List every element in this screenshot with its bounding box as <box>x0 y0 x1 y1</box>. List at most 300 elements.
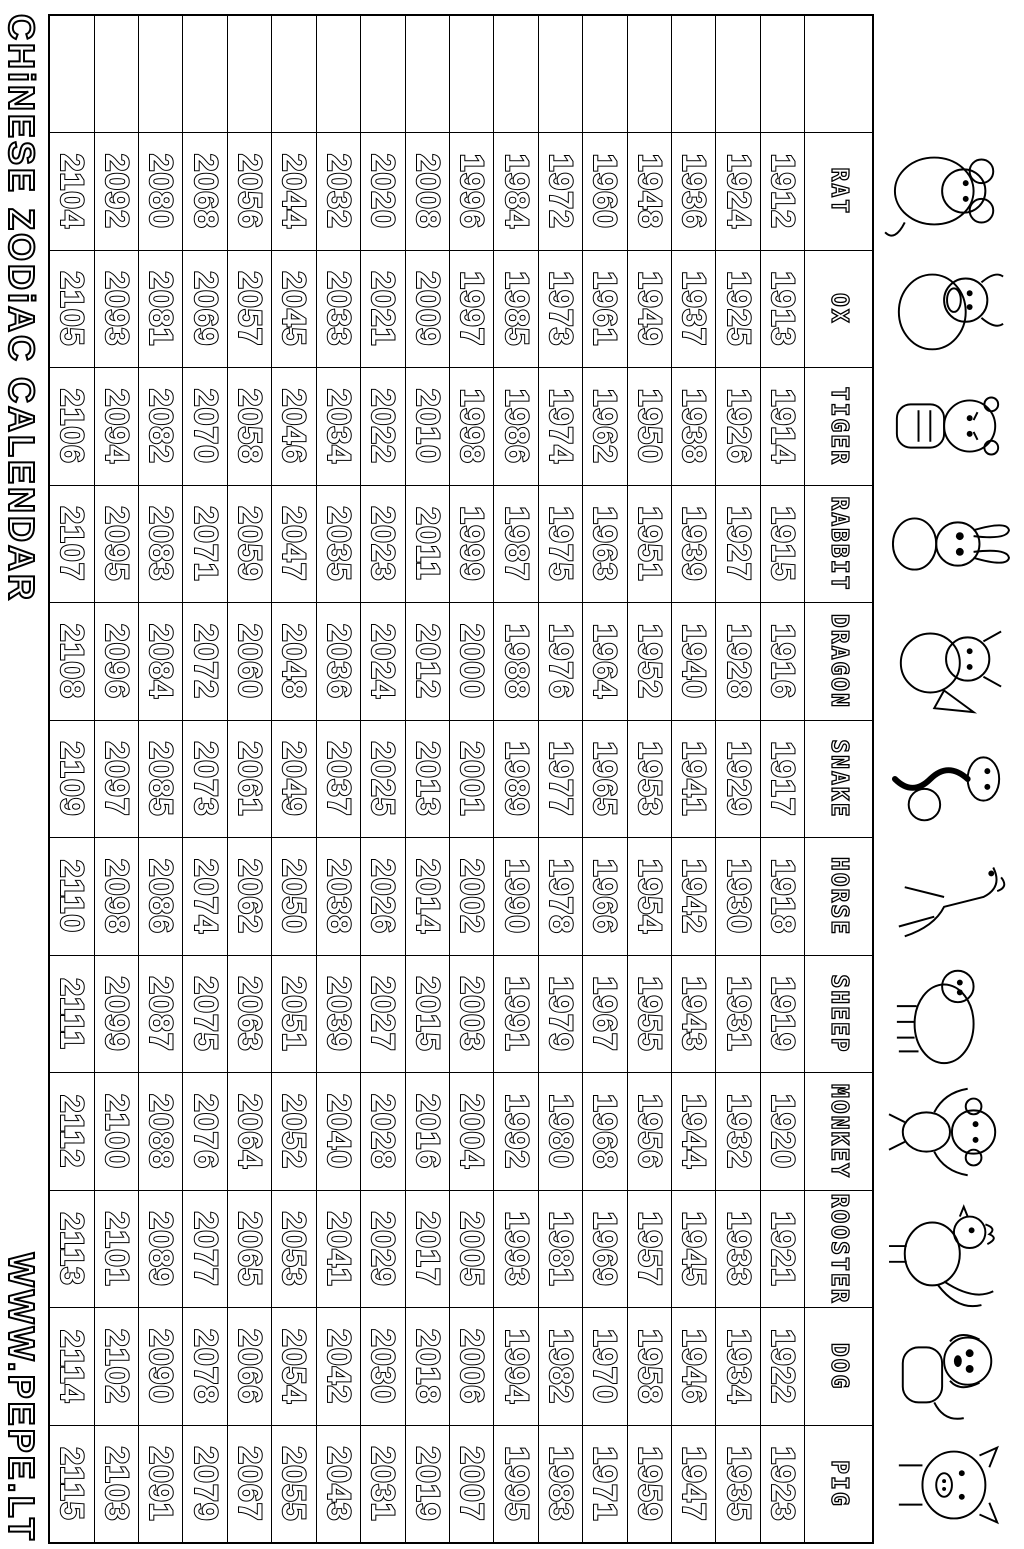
year-value: 2051 <box>276 976 313 1052</box>
year-cell <box>494 603 538 721</box>
monkey-icon <box>882 1073 1016 1191</box>
year-value: 2020 <box>365 153 402 229</box>
year-value: 2066 <box>232 1329 269 1405</box>
year-value: 2057 <box>232 271 269 347</box>
year-value: 1983 <box>543 1446 580 1522</box>
year-value: 1995 <box>498 1446 535 1522</box>
year-value: 1959 <box>631 1446 668 1522</box>
year-cell <box>672 250 716 368</box>
year-value: 1981 <box>543 1211 580 1287</box>
year-cell <box>272 720 316 838</box>
year-cell <box>316 133 360 251</box>
year-cell <box>49 1190 94 1308</box>
year-cell <box>183 1308 227 1426</box>
year-value: 2029 <box>365 1211 402 1287</box>
year-value: 1920 <box>765 1093 802 1170</box>
animal-name: PIG <box>825 1460 852 1508</box>
year-cell <box>716 720 760 838</box>
year-cell <box>49 838 94 956</box>
year-value: 1914 <box>765 388 802 464</box>
year-value: 1977 <box>543 741 580 817</box>
zodiac-year-table <box>48 14 874 1544</box>
year-value: 2053 <box>276 1211 313 1287</box>
year-cell <box>760 603 804 721</box>
year-value: 2011 <box>409 507 446 581</box>
year-value: 2096 <box>98 623 135 700</box>
row-spacer-cell <box>494 15 538 133</box>
year-cell <box>361 1073 405 1191</box>
table-row <box>183 15 227 1543</box>
table-row <box>494 15 538 1543</box>
year-cell <box>672 838 716 956</box>
year-value: 1942 <box>676 858 713 935</box>
year-cell <box>49 1073 94 1191</box>
animal-name: HORSE <box>825 856 852 937</box>
year-cell <box>272 1308 316 1426</box>
year-cell <box>361 133 405 251</box>
year-value: 2064 <box>232 1093 269 1170</box>
calendar-title: CHiNESE ZODiAC CALENDAR <box>1 14 42 604</box>
year-cell <box>361 485 405 603</box>
year-cell <box>672 955 716 1073</box>
year-cell <box>449 720 493 838</box>
year-cell <box>316 955 360 1073</box>
year-cell <box>316 1425 360 1543</box>
year-value: 1945 <box>676 1211 713 1287</box>
year-cell <box>49 955 94 1073</box>
year-cell <box>672 368 716 486</box>
year-cell <box>94 1308 138 1426</box>
year-cell <box>494 1308 538 1426</box>
animal-name: DOG <box>825 1342 852 1391</box>
row-spacer-cell <box>272 15 316 133</box>
ox-icon <box>882 249 1016 367</box>
year-cell <box>672 485 716 603</box>
animal-name: MONKEY <box>825 1084 852 1180</box>
horse-icon <box>882 838 1016 956</box>
year-cell <box>183 1190 227 1308</box>
year-cell <box>716 1308 760 1426</box>
row-spacer-cell <box>405 15 449 133</box>
year-value: 1967 <box>587 976 624 1052</box>
year-cell <box>227 838 271 956</box>
animal-header-cell <box>805 603 873 721</box>
year-value: 2089 <box>143 1211 180 1287</box>
year-value: 2109 <box>54 741 91 817</box>
tiger-icon <box>882 367 1016 485</box>
year-cell <box>716 1190 760 1308</box>
year-value: 2006 <box>454 1329 491 1405</box>
animal-header-cell <box>805 1425 873 1543</box>
row-spacer-cell <box>672 15 716 133</box>
year-value: 2070 <box>187 388 224 464</box>
year-cell <box>139 955 183 1073</box>
year-cell <box>627 1308 671 1426</box>
year-cell <box>449 1190 493 1308</box>
year-cell <box>139 1073 183 1191</box>
row-spacer-cell <box>716 15 760 133</box>
year-value: 2042 <box>320 1329 357 1405</box>
year-value: 2037 <box>320 741 357 817</box>
year-cell <box>227 955 271 1073</box>
year-cell <box>183 720 227 838</box>
year-cell <box>49 720 94 838</box>
year-cell <box>583 955 627 1073</box>
year-value: 2060 <box>232 623 269 700</box>
year-value: 2012 <box>409 623 446 700</box>
year-cell <box>361 603 405 721</box>
year-cell <box>227 1073 271 1191</box>
year-value: 1930 <box>720 858 757 935</box>
year-cell <box>227 720 271 838</box>
year-cell <box>183 133 227 251</box>
year-value: 1933 <box>720 1211 757 1287</box>
pig-icon <box>882 1426 1016 1544</box>
year-value: 2081 <box>143 271 180 347</box>
year-cell <box>49 133 94 251</box>
year-value: 2100 <box>98 1093 135 1170</box>
year-value: 2099 <box>98 976 135 1052</box>
year-cell <box>272 250 316 368</box>
year-value: 2032 <box>320 153 357 229</box>
year-cell <box>316 1073 360 1191</box>
row-spacer-cell <box>583 15 627 133</box>
year-value: 1970 <box>587 1329 624 1405</box>
year-value: 2015 <box>409 976 446 1052</box>
year-cell <box>449 1425 493 1543</box>
year-value: 2041 <box>320 1211 357 1287</box>
year-value: 2059 <box>232 506 269 582</box>
year-value: 2071 <box>187 506 224 582</box>
year-value: 1943 <box>676 976 713 1052</box>
year-value: 1969 <box>587 1211 624 1287</box>
year-cell <box>583 1425 627 1543</box>
table-row <box>760 15 804 1543</box>
year-value: 2001 <box>454 741 491 817</box>
rooster-icon <box>882 1191 1016 1309</box>
year-cell <box>405 1308 449 1426</box>
year-cell <box>94 250 138 368</box>
year-cell <box>760 720 804 838</box>
year-cell <box>361 1425 405 1543</box>
year-cell <box>139 1425 183 1543</box>
year-cell <box>227 368 271 486</box>
year-value: 1932 <box>720 1093 757 1170</box>
year-value: 2052 <box>276 1093 313 1170</box>
year-value: 1966 <box>587 858 624 935</box>
year-cell <box>183 1425 227 1543</box>
year-value: 2016 <box>409 1093 446 1170</box>
year-cell <box>583 1073 627 1191</box>
table-row <box>361 15 405 1543</box>
year-value: 2040 <box>320 1093 357 1170</box>
year-cell <box>583 603 627 721</box>
year-cell <box>538 1073 582 1191</box>
year-cell <box>672 1425 716 1543</box>
year-value: 1917 <box>765 741 802 817</box>
year-value: 1962 <box>587 388 624 464</box>
year-value: 2093 <box>98 271 135 347</box>
year-value: 2105 <box>54 271 91 347</box>
animal-illustrations-row <box>874 0 1024 1549</box>
year-value: 1991 <box>498 976 535 1052</box>
year-value: 1974 <box>543 388 580 464</box>
year-cell <box>94 838 138 956</box>
year-value: 2034 <box>320 388 357 464</box>
year-value: 1923 <box>765 1446 802 1522</box>
year-cell <box>227 250 271 368</box>
animal-name: RAT <box>825 167 852 216</box>
year-value: 2007 <box>454 1446 491 1522</box>
year-value: 1988 <box>498 623 535 700</box>
year-cell <box>627 250 671 368</box>
year-cell <box>316 485 360 603</box>
year-value: 1913 <box>765 271 802 347</box>
year-cell <box>760 955 804 1073</box>
year-value: 2075 <box>187 976 224 1052</box>
year-cell <box>94 1073 138 1191</box>
year-value: 2017 <box>409 1211 446 1287</box>
year-cell <box>183 368 227 486</box>
year-value: 1924 <box>720 153 757 229</box>
year-value: 1925 <box>720 271 757 347</box>
year-cell <box>449 485 493 603</box>
year-value: 2061 <box>232 741 269 817</box>
year-value: 2014 <box>409 858 446 935</box>
year-cell <box>49 1425 94 1543</box>
year-value: 2036 <box>320 623 357 700</box>
year-value: 1944 <box>676 1093 713 1170</box>
year-value: 2049 <box>276 741 313 817</box>
rat-icon <box>882 132 1016 250</box>
year-value: 2018 <box>409 1329 446 1405</box>
animal-header-cell <box>805 485 873 603</box>
year-cell <box>760 133 804 251</box>
year-value: 1916 <box>765 623 802 700</box>
year-value: 2035 <box>320 506 357 582</box>
year-value: 2078 <box>187 1329 224 1405</box>
year-value: 1926 <box>720 388 757 464</box>
year-cell <box>627 485 671 603</box>
year-cell <box>494 368 538 486</box>
year-value: 1986 <box>498 388 535 464</box>
year-value: 1927 <box>720 506 757 582</box>
year-cell <box>183 1073 227 1191</box>
year-value: 2104 <box>54 153 91 229</box>
year-value: 2002 <box>454 858 491 935</box>
animal-name: DRAGON <box>825 613 852 709</box>
year-cell <box>361 1308 405 1426</box>
year-value: 2063 <box>232 976 269 1052</box>
year-cell <box>139 368 183 486</box>
year-cell <box>227 133 271 251</box>
year-value: 2076 <box>187 1093 224 1170</box>
year-cell <box>672 603 716 721</box>
animal-name: OX <box>825 292 852 325</box>
year-cell <box>583 838 627 956</box>
year-value: 2039 <box>320 976 357 1052</box>
sheep-icon <box>882 955 1016 1073</box>
year-cell <box>94 720 138 838</box>
year-value: 1998 <box>454 388 491 464</box>
year-value: 1952 <box>631 623 668 700</box>
year-cell <box>760 838 804 956</box>
year-value: 2088 <box>143 1093 180 1170</box>
year-value: 1985 <box>498 271 535 347</box>
year-cell <box>272 838 316 956</box>
year-cell <box>139 1308 183 1426</box>
year-cell <box>272 133 316 251</box>
year-value: 2107 <box>54 506 91 582</box>
year-cell <box>183 838 227 956</box>
year-value: 1971 <box>587 1446 624 1522</box>
year-cell <box>538 485 582 603</box>
year-cell <box>494 250 538 368</box>
year-value: 2090 <box>143 1329 180 1405</box>
year-value: 2097 <box>98 741 135 817</box>
year-value: 1980 <box>543 1093 580 1170</box>
year-cell <box>494 955 538 1073</box>
year-value: 2101 <box>98 1211 135 1287</box>
year-cell <box>316 1308 360 1426</box>
year-value: 2084 <box>143 623 180 700</box>
year-cell <box>227 1425 271 1543</box>
year-value: 2092 <box>98 153 135 229</box>
year-value: 2023 <box>365 506 402 582</box>
year-value: 1935 <box>720 1446 757 1522</box>
year-value: 2062 <box>232 858 269 935</box>
year-value: 1949 <box>631 271 668 347</box>
year-cell <box>183 955 227 1073</box>
year-value: 2021 <box>365 271 402 347</box>
year-cell <box>94 485 138 603</box>
year-cell <box>538 133 582 251</box>
year-cell <box>627 133 671 251</box>
animal-name: RABBIT <box>825 496 852 592</box>
year-value: 2095 <box>98 506 135 582</box>
year-cell <box>449 955 493 1073</box>
year-value: 2009 <box>409 271 446 347</box>
table-row <box>49 15 94 1543</box>
year-cell <box>139 250 183 368</box>
year-value: 2004 <box>454 1093 491 1170</box>
year-value: 1948 <box>631 153 668 229</box>
animal-header-cell <box>805 838 873 956</box>
year-value: 1928 <box>720 623 757 700</box>
year-cell <box>449 603 493 721</box>
year-cell <box>272 1073 316 1191</box>
year-cell <box>716 368 760 486</box>
year-value: 2072 <box>187 623 224 700</box>
year-value: 2077 <box>187 1211 224 1287</box>
year-cell <box>405 1190 449 1308</box>
animal-header-cell <box>805 1073 873 1191</box>
animal-name: ROOSTER <box>825 1193 852 1305</box>
year-cell <box>449 368 493 486</box>
year-value: 1954 <box>631 858 668 935</box>
year-value: 2024 <box>365 623 402 700</box>
year-cell <box>94 1425 138 1543</box>
animal-header-cell <box>805 1308 873 1426</box>
year-cell <box>361 1190 405 1308</box>
year-cell <box>316 1190 360 1308</box>
year-cell <box>405 1073 449 1191</box>
row-spacer-cell <box>361 15 405 133</box>
table-row <box>672 15 716 1543</box>
table-row <box>139 15 183 1543</box>
year-value: 1973 <box>543 271 580 347</box>
year-value: 1957 <box>631 1211 668 1287</box>
year-value: 1979 <box>543 976 580 1052</box>
year-cell <box>538 250 582 368</box>
year-value: 1984 <box>498 153 535 229</box>
year-value: 1955 <box>631 976 668 1052</box>
year-value: 2054 <box>276 1329 313 1405</box>
year-cell <box>627 955 671 1073</box>
year-cell <box>538 1190 582 1308</box>
year-cell <box>716 603 760 721</box>
year-value: 2079 <box>187 1446 224 1522</box>
year-cell <box>361 250 405 368</box>
year-value: 2050 <box>276 858 313 935</box>
year-cell <box>94 133 138 251</box>
row-spacer-cell <box>49 15 94 133</box>
year-cell <box>227 485 271 603</box>
year-cell <box>494 720 538 838</box>
year-value: 2046 <box>276 388 313 464</box>
year-cell <box>449 133 493 251</box>
year-cell <box>227 1190 271 1308</box>
table-row <box>627 15 671 1543</box>
year-cell <box>272 485 316 603</box>
year-value: 1993 <box>498 1211 535 1287</box>
year-value: 1921 <box>765 1211 802 1287</box>
row-spacer-cell <box>538 15 582 133</box>
year-cell <box>49 485 94 603</box>
animal-name: SHEEP <box>825 974 852 1054</box>
year-cell <box>139 1190 183 1308</box>
year-value: 2082 <box>143 388 180 464</box>
year-value: 1929 <box>720 741 757 817</box>
year-value: 1965 <box>587 741 624 817</box>
year-value: 2110 <box>54 859 91 934</box>
year-cell <box>272 955 316 1073</box>
year-value: 2028 <box>365 1093 402 1170</box>
year-cell <box>316 250 360 368</box>
year-value: 2019 <box>409 1446 446 1522</box>
year-cell <box>538 1425 582 1543</box>
year-cell <box>716 485 760 603</box>
year-value: 1939 <box>676 506 713 582</box>
year-value: 1963 <box>587 506 624 582</box>
year-cell <box>316 368 360 486</box>
year-cell <box>494 485 538 603</box>
year-value: 2043 <box>320 1446 357 1522</box>
year-cell <box>716 133 760 251</box>
year-cell <box>139 485 183 603</box>
row-spacer-cell <box>139 15 183 133</box>
year-cell <box>538 368 582 486</box>
table-row <box>716 15 760 1543</box>
year-cell <box>716 250 760 368</box>
year-value: 2067 <box>232 1446 269 1522</box>
year-cell <box>405 250 449 368</box>
row-spacer-cell <box>627 15 671 133</box>
year-value: 1938 <box>676 388 713 464</box>
year-value: 1937 <box>676 271 713 347</box>
year-cell <box>627 1190 671 1308</box>
year-value: 2038 <box>320 858 357 935</box>
